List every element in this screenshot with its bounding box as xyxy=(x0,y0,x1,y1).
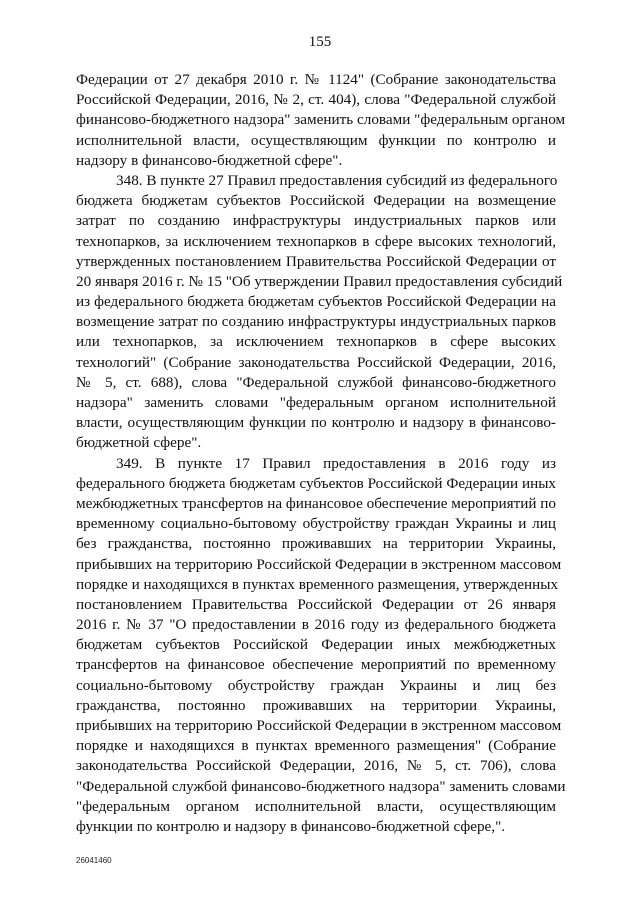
text-line: надзору в финансово-бюджетной сфере". xyxy=(76,151,343,169)
text-line: трансфертов на финансовое обеспечение мероприятий по временному xyxy=(76,656,556,674)
text-line: утвержденных постановлением Правительства Российской Федерации от xyxy=(76,252,556,270)
text-line: 348. В пункте 27 Правил предоставления субсидий из федерального xyxy=(116,171,558,189)
text-line: исполнительной власти, осуществляющим функции по контролю и xyxy=(76,131,556,149)
text-line: прибывших на территорию Российской Федерации в экстренном массовом xyxy=(76,717,562,734)
text-line: или технопарков, за исключением технопарков в сфере высоких xyxy=(76,333,556,351)
text-line: федерального бюджета бюджетам субъектов Российской Федерации иных xyxy=(76,474,556,492)
text-line: без гражданства, постоянно проживавших на территории Украины, xyxy=(76,535,556,553)
text-line: функции по контролю и надзору в финансово-бюджетной сфере,". xyxy=(76,817,506,835)
body-text xyxy=(76,70,566,837)
page-number: 155 xyxy=(308,34,332,50)
text-line: 2016 г. № 37 "О предоставлении в 2016 году из федерального бюджета xyxy=(76,616,556,634)
text-line: гражданства, постоянно проживавших на территории Украины, xyxy=(76,696,556,714)
text-line: порядке и находящихся в пунктах временного размещения, утвержденных xyxy=(76,575,559,593)
text-line: 349. В пункте 17 Правил предоставления в 2016 году из xyxy=(116,454,556,472)
text-line: финансово-бюджетного надзора" заменить словами "федеральным органом xyxy=(76,111,566,129)
text-line: социально-бытовому обустройству граждан Украины и лиц без xyxy=(76,676,556,694)
text-line: Федерации от 27 декабря 2010 г. № 1124" (Собрание законодательства xyxy=(76,71,556,88)
text-line: из федерального бюджета бюджетам субъектов Российской Федерации на xyxy=(76,293,556,311)
text-line: Российской Федерации, 2016, № 2, ст. 404), слова "Федеральной службой xyxy=(76,91,556,109)
text-line: технопарков, за исключением технопарков в сфере высоких технологий, xyxy=(76,232,556,250)
text-line: постановлением Правительства Российской Федерации от 26 января xyxy=(76,595,556,613)
text-line: № 5, ст. 688), слова "Федеральной службой финансово-бюджетного xyxy=(76,373,556,391)
text-line: межбюджетных трансфертов на финансовое обеспечение мероприятий по xyxy=(76,494,557,512)
text-line: надзора" заменить словами "федеральным органом исполнительной xyxy=(76,394,556,411)
text-line: бюджетной сфере". xyxy=(76,434,202,452)
text-line: бюджетам субъектов Российской Федерации иных межбюджетных xyxy=(76,636,556,654)
text-line: "федеральным органом исполнительной власти, осуществляющим xyxy=(76,797,556,815)
text-line: прибывших на территорию Российской Федерации в экстренном массовом xyxy=(76,555,562,573)
document-code: 26041460 xyxy=(76,856,112,865)
text-line: законодательства Российской Федерации, 2016, № 5, ст. 706), слова xyxy=(76,757,556,775)
text-line: временному социально-бытовому обустройству граждан Украины и лиц xyxy=(76,515,556,533)
text-line: затрат по созданию инфраструктуры индустриальных парков или xyxy=(76,212,556,230)
text-line: порядке и находящихся в пунктах временного размещения" (Собрание xyxy=(76,737,556,755)
text-line: возмещение затрат по созданию инфраструктуры индустриальных парков xyxy=(76,313,556,331)
text-line: власти, осуществляющим функции по контролю и надзору в финансово- xyxy=(76,414,556,432)
text-line: бюджета бюджетам субъектов Российской Федерации на возмещение xyxy=(76,192,556,210)
text-line: 20 января 2016 г. № 15 "Об утверждении Правил предоставления субсидий xyxy=(76,272,563,290)
text-line: технологий" (Собрание законодательства Российской Федерации, 2016, xyxy=(76,353,556,371)
text-line: "Федеральной службой финансово-бюджетного надзора" заменить словами xyxy=(76,777,566,795)
